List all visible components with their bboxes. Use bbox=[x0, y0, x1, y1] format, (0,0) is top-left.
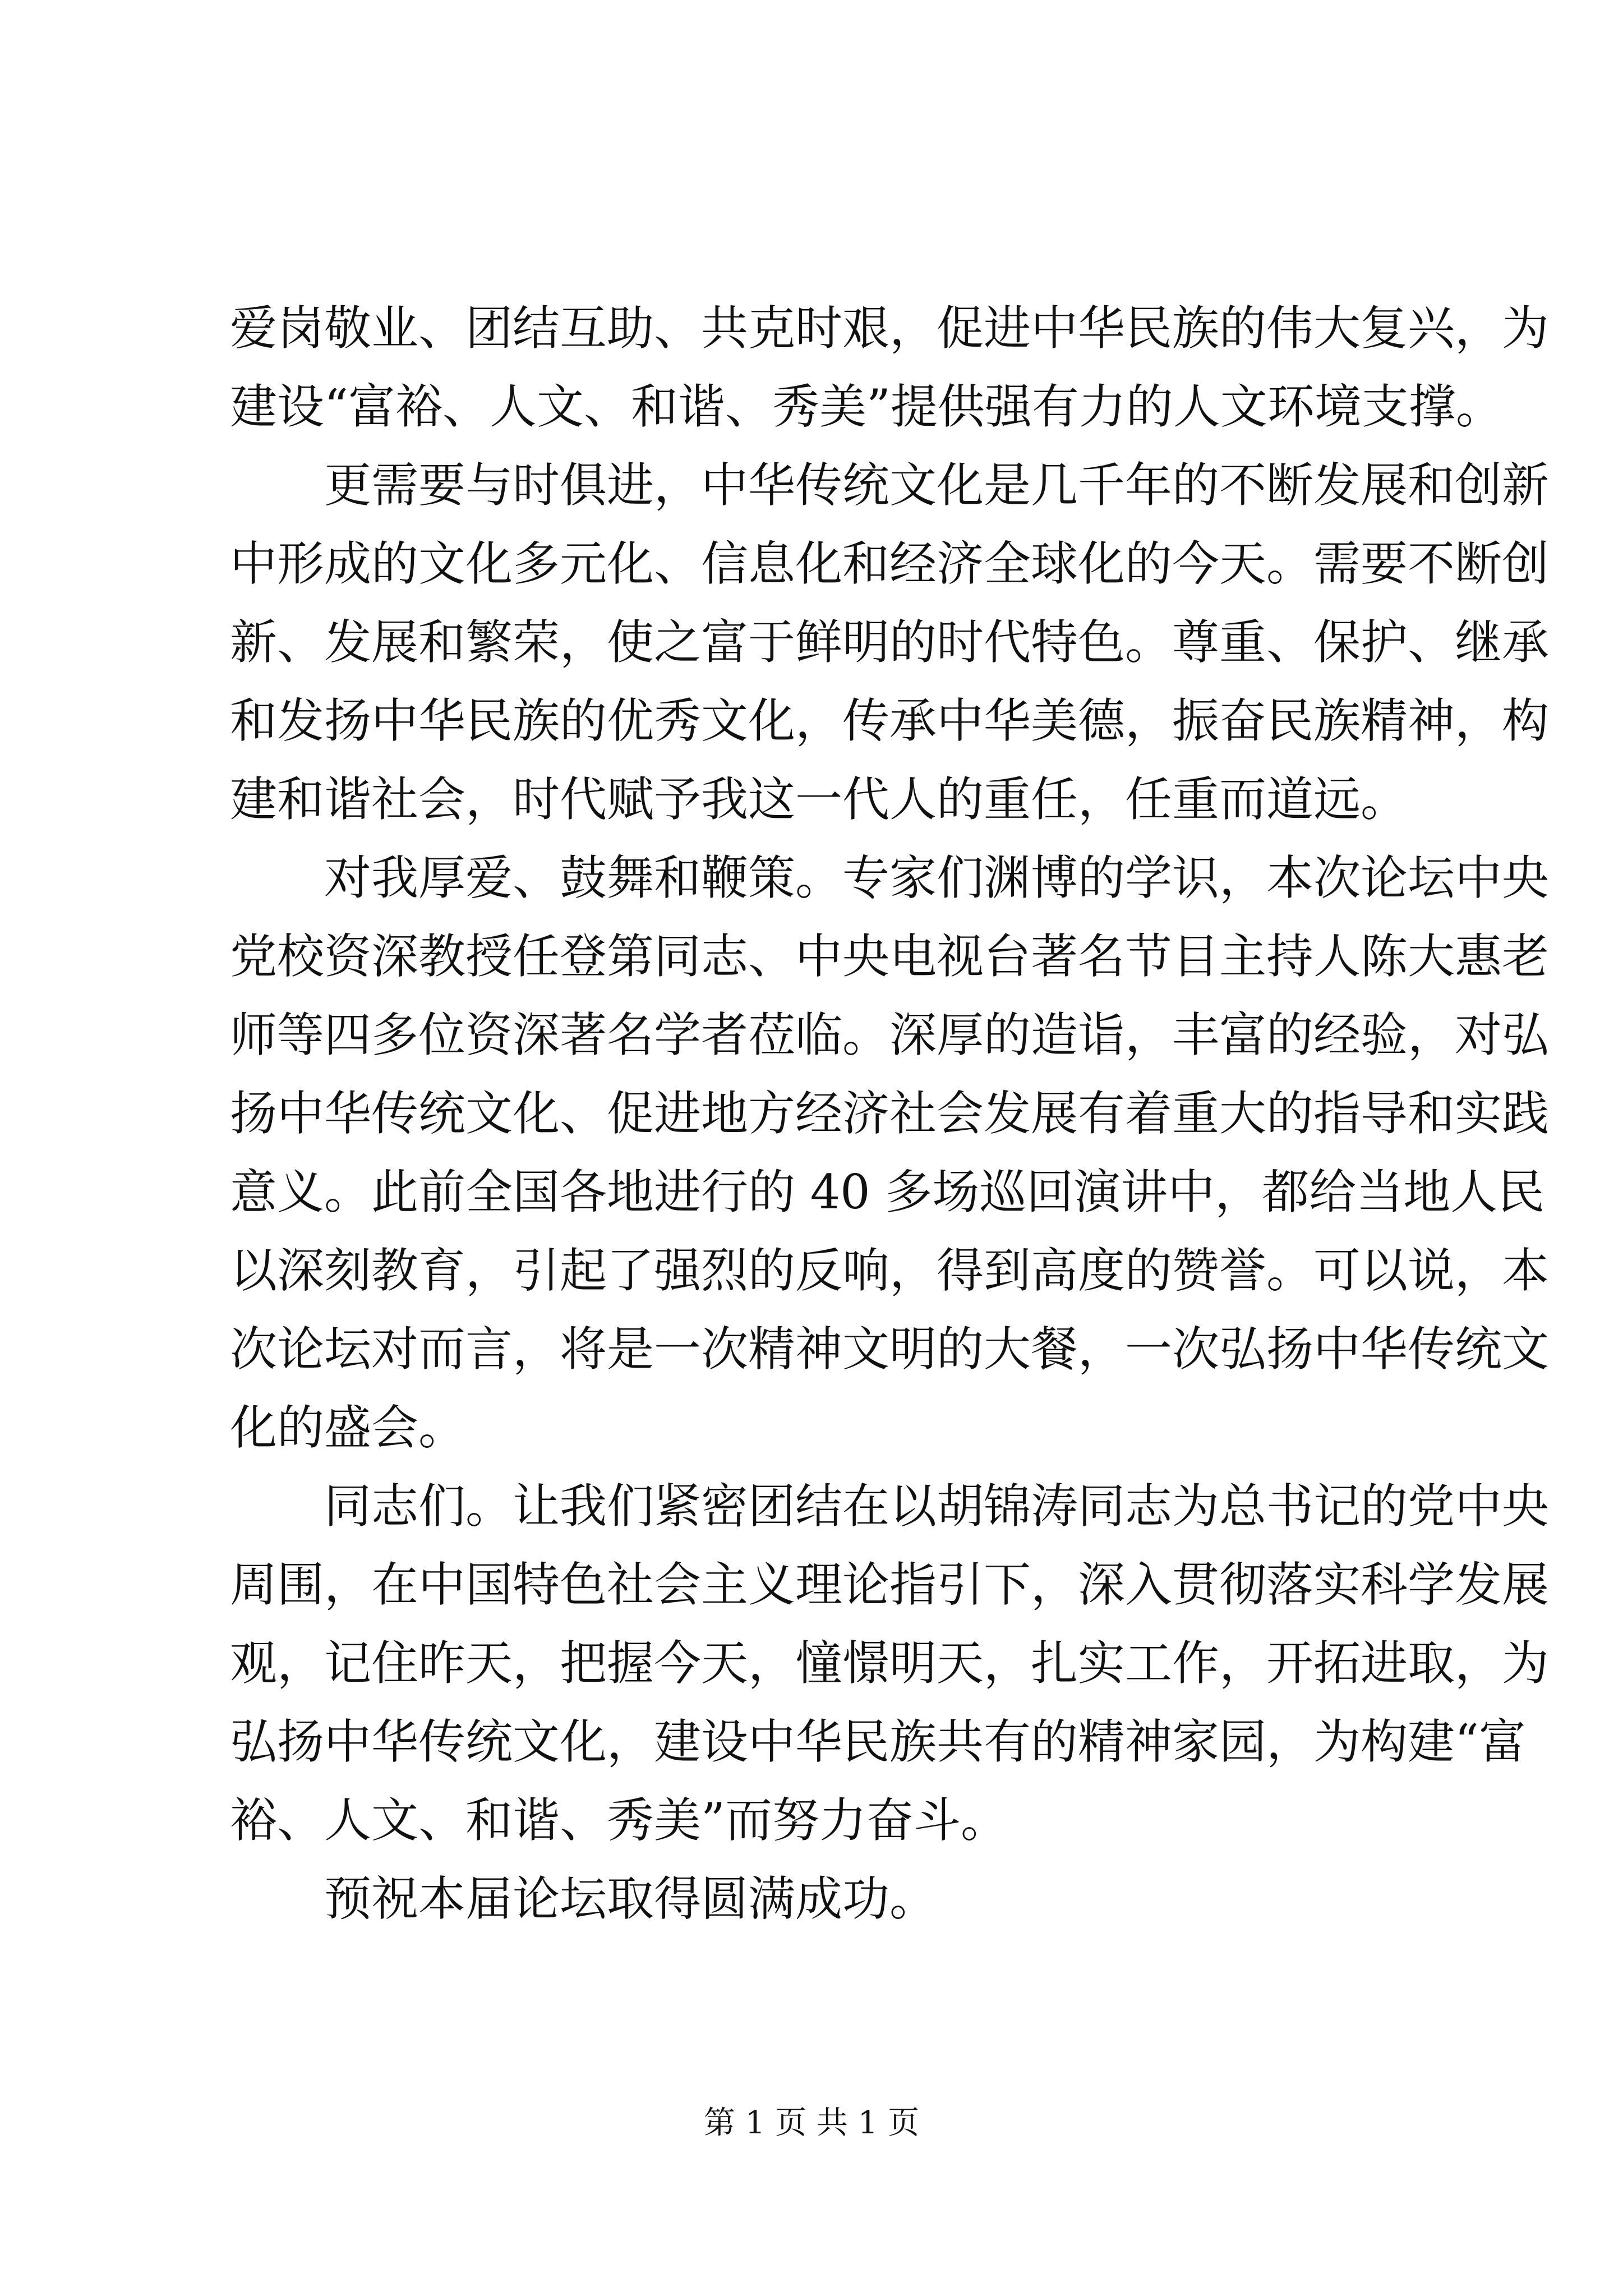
text-line: 观，记住昨天，把握今天，憧憬明天，扎实工作，开拓进取，为 bbox=[230, 1636, 1550, 1691]
text-line: 和发扬中华民族的优秀文化，传承中华美德，振奋民族精神，构 bbox=[230, 693, 1550, 748]
text-line: 党校资深教授任登第同志、中央电视台著名节目主持人陈大惠老 bbox=[230, 929, 1550, 984]
text-line: 新、发展和繁荣，使之富于鲜明的时代特色。尊重、保护、继承 bbox=[230, 615, 1550, 670]
text-line: 化的盛会。 bbox=[230, 1400, 466, 1455]
text-line: 中形成的文化多元化、信息化和经济全球化的今天。需要不断创 bbox=[230, 536, 1550, 591]
text-line: 同志们。让我们紧密团结在以胡锦涛同志为总书记的党中央 bbox=[324, 1479, 1550, 1534]
text-line: 更需要与时俱进，中华传统文化是几千年的不断发展和创新 bbox=[324, 458, 1550, 513]
text-line: 以深刻教育，引起了强烈的反响，得到高度的赞誉。可以说，本 bbox=[230, 1243, 1550, 1298]
text-line: 建设“富裕、人文、和谐、秀美”提供强有力的人文环境支撑。 bbox=[230, 379, 1503, 434]
text-line: 爱岗敬业、团结互助、共克时艰，促进中华民族的伟大复兴，为 bbox=[230, 301, 1550, 356]
text-line: 师等四多位资深著名学者莅临。深厚的造诣，丰富的经验，对弘 bbox=[230, 1007, 1550, 1062]
text-line: 预祝本届论坛取得圆满成功。 bbox=[324, 1871, 937, 1926]
body-text bbox=[230, 289, 1550, 1938]
text-line: 周围，在中国特色社会主义理论指引下，深入贯彻落实科学发展 bbox=[230, 1557, 1550, 1612]
text-line: 扬中华传统文化、促进地方经济社会发展有着重大的指导和实践 bbox=[230, 1086, 1550, 1141]
page-footer bbox=[0, 2101, 1623, 2146]
text-line: 建和谐社会，时代赋予我这一代人的重任，任重而道远。 bbox=[230, 772, 1408, 827]
text-line: 次论坛对而言，将是一次精神文明的大餐，一次弘扬中华传统文 bbox=[230, 1322, 1550, 1377]
text-line: 对我厚爱、鼓舞和鞭策。专家们渊博的学识，本次论坛中央 bbox=[324, 850, 1550, 905]
text-line: 意义。此前全国各地进行的 40 多场巡回演讲中，都给当地人民 bbox=[230, 1165, 1545, 1220]
page-number: 第 1 页 共 1 页 bbox=[703, 2105, 920, 2141]
text-line: 裕、人文、和谐、秀美”而努力奋斗。 bbox=[230, 1793, 1008, 1848]
text-line: 弘扬中华传统文化，建设中华民族共有的精神家园，为构建“富 bbox=[230, 1714, 1526, 1769]
